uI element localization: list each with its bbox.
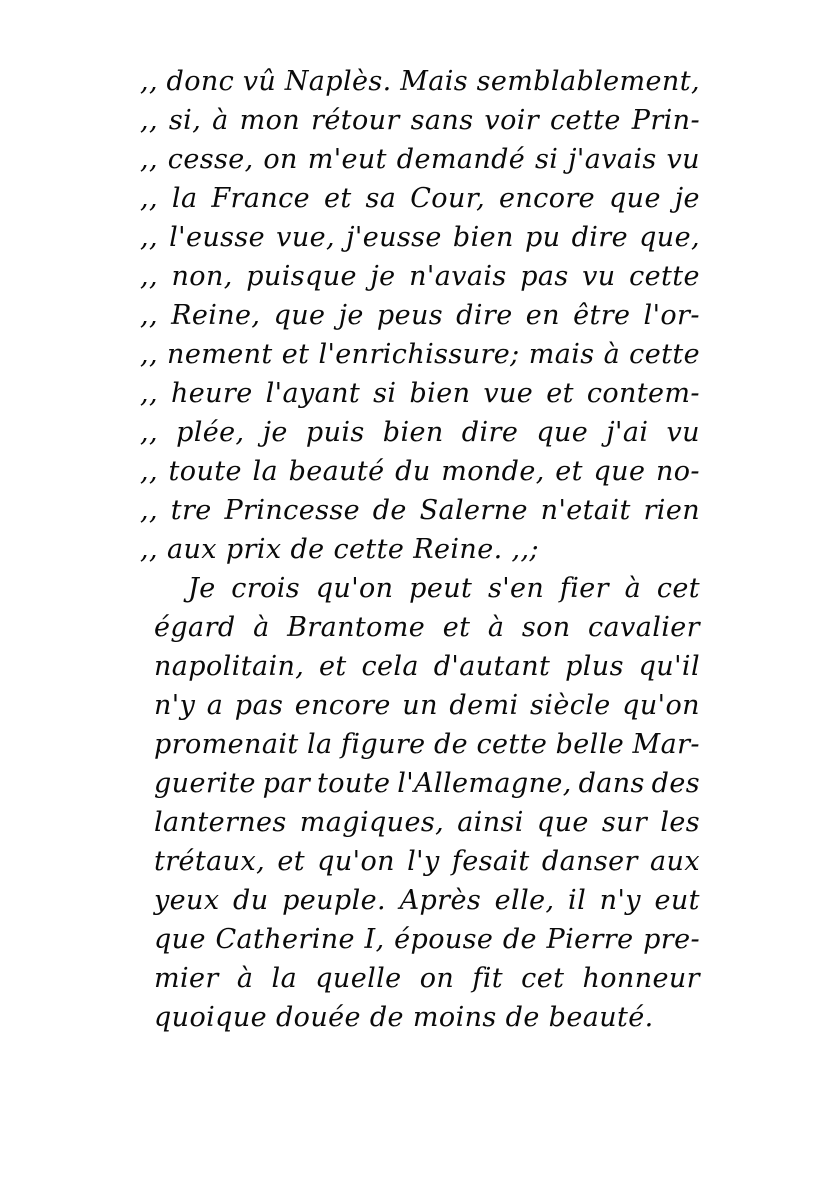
word: magiques, bbox=[299, 807, 445, 838]
word: m'eut bbox=[307, 144, 387, 175]
word: et bbox=[281, 339, 310, 370]
word: si, bbox=[168, 105, 202, 136]
word: et bbox=[277, 846, 305, 877]
text-line bbox=[140, 569, 700, 608]
word: ,, bbox=[140, 105, 158, 136]
text-line bbox=[140, 803, 700, 842]
word: puisque bbox=[246, 261, 357, 292]
word: napolitain, bbox=[154, 651, 305, 682]
word: cet bbox=[521, 963, 565, 994]
word: de bbox=[372, 495, 407, 526]
word: voir bbox=[484, 105, 540, 136]
word: du bbox=[395, 456, 431, 487]
word: plée, bbox=[176, 417, 245, 448]
text-line: ,, aux prix de cette Reine. ,,; bbox=[140, 534, 540, 565]
word: fesait bbox=[451, 846, 530, 877]
page-text bbox=[140, 62, 700, 1037]
word: vu bbox=[666, 417, 700, 448]
word: à bbox=[624, 573, 642, 604]
word: et bbox=[442, 612, 471, 643]
word: que bbox=[273, 300, 326, 331]
word: que bbox=[536, 807, 589, 838]
word: bien bbox=[409, 378, 471, 409]
paragraph-1 bbox=[140, 62, 700, 569]
word: no- bbox=[655, 456, 700, 487]
word: honneur bbox=[582, 963, 700, 994]
word: yeux bbox=[154, 885, 220, 916]
word: Cour, bbox=[410, 183, 486, 214]
word: bien bbox=[452, 222, 514, 253]
word: Naplès. bbox=[284, 66, 392, 97]
text-line bbox=[140, 881, 700, 920]
word: toute bbox=[168, 456, 242, 487]
word: encore bbox=[294, 690, 391, 721]
word: l'y bbox=[407, 846, 440, 877]
word: à bbox=[487, 612, 505, 643]
word: ainsi bbox=[457, 807, 524, 838]
word: Brantome bbox=[287, 612, 426, 643]
word: être bbox=[573, 300, 631, 331]
word: j'eusse bbox=[346, 222, 442, 253]
word: lanternes bbox=[154, 807, 287, 838]
text-line bbox=[140, 725, 700, 764]
word: à bbox=[236, 963, 254, 994]
word: semblablement, bbox=[476, 66, 700, 97]
word: sur bbox=[601, 807, 648, 838]
word: je bbox=[262, 417, 288, 448]
word: crois bbox=[231, 573, 301, 604]
word: pas bbox=[520, 261, 569, 292]
word: d'autant bbox=[433, 651, 551, 682]
word: France bbox=[211, 183, 311, 214]
word: ,, bbox=[140, 456, 158, 487]
word: Après bbox=[399, 885, 482, 916]
word: et bbox=[319, 651, 347, 682]
word: si bbox=[373, 378, 397, 409]
word: l'ayant bbox=[265, 378, 361, 409]
word: que, bbox=[639, 222, 700, 253]
word: Pierre bbox=[546, 924, 634, 955]
word: que bbox=[608, 183, 661, 214]
word: sa bbox=[365, 183, 397, 214]
word: peuple. bbox=[282, 885, 386, 916]
word: du bbox=[233, 885, 269, 916]
text-line bbox=[140, 140, 700, 179]
text-line bbox=[140, 764, 700, 803]
word: j'ai bbox=[606, 417, 649, 448]
word: beauté bbox=[288, 456, 385, 487]
word: eut bbox=[654, 885, 700, 916]
text-line bbox=[140, 62, 700, 101]
word: monde, bbox=[441, 456, 545, 487]
text-line bbox=[140, 296, 700, 335]
word: et bbox=[555, 456, 583, 487]
word: ,, bbox=[140, 339, 158, 370]
word: si bbox=[535, 144, 559, 175]
text-line bbox=[140, 335, 700, 374]
word: et bbox=[323, 183, 352, 214]
word: I, bbox=[364, 924, 385, 955]
text-line bbox=[140, 686, 700, 725]
word: pu bbox=[524, 222, 561, 253]
word: dire bbox=[456, 300, 513, 331]
word: aux bbox=[650, 846, 700, 877]
word: que bbox=[593, 456, 646, 487]
word: cavalier bbox=[588, 612, 700, 643]
word: vu bbox=[666, 144, 700, 175]
word: on bbox=[419, 963, 455, 994]
text-line bbox=[140, 452, 700, 491]
text-line bbox=[140, 647, 700, 686]
word: je bbox=[674, 183, 700, 214]
word: plus bbox=[565, 651, 624, 682]
word: cela bbox=[361, 651, 419, 682]
word: Mar- bbox=[632, 729, 700, 760]
word: Je bbox=[188, 573, 216, 604]
word: cette bbox=[629, 261, 700, 292]
word: l'enrichissure; bbox=[318, 339, 520, 370]
word: en bbox=[525, 300, 560, 331]
word: fier bbox=[559, 573, 609, 604]
word: la bbox=[307, 729, 333, 760]
word: ,, bbox=[140, 378, 158, 409]
word: vue, bbox=[276, 222, 335, 253]
word: ,, bbox=[140, 417, 158, 448]
text-line bbox=[140, 959, 700, 998]
word: fit bbox=[472, 963, 504, 994]
text-line bbox=[140, 218, 700, 257]
text-line: quoique douée de moins de beauté. bbox=[154, 1002, 654, 1033]
word: heure bbox=[170, 378, 253, 409]
word: épouse bbox=[394, 924, 494, 955]
text-line bbox=[140, 842, 700, 881]
word: n'y bbox=[599, 885, 641, 916]
word: vu bbox=[582, 261, 616, 292]
word: n'y bbox=[154, 690, 196, 721]
word: des bbox=[651, 768, 700, 799]
word: s'en bbox=[487, 573, 545, 604]
word: cet bbox=[656, 573, 700, 604]
word: dire bbox=[571, 222, 628, 253]
word: ,, bbox=[140, 300, 158, 331]
word: l'eusse bbox=[169, 222, 266, 253]
word: toute bbox=[317, 768, 391, 799]
word: figure bbox=[340, 729, 426, 760]
word: ,, bbox=[140, 183, 158, 214]
word: qu'on bbox=[315, 573, 394, 604]
word: promenait bbox=[154, 729, 299, 760]
word: peut bbox=[409, 573, 473, 604]
word: Mais bbox=[400, 66, 469, 97]
word: je bbox=[338, 300, 364, 331]
word: son bbox=[521, 612, 571, 643]
word: qu'il bbox=[638, 651, 700, 682]
word: nement bbox=[167, 339, 273, 370]
word: cette bbox=[550, 105, 621, 136]
word: à bbox=[253, 612, 270, 643]
word: j'avais bbox=[568, 144, 657, 175]
word: sans bbox=[410, 105, 474, 136]
word: donc bbox=[166, 66, 235, 97]
word: non, bbox=[171, 261, 233, 292]
word: pas bbox=[234, 690, 284, 721]
word: par bbox=[262, 768, 311, 799]
word: ,, bbox=[140, 261, 158, 292]
word: peus bbox=[376, 300, 444, 331]
word: danser bbox=[541, 846, 638, 877]
word: mon bbox=[239, 105, 301, 136]
word: la bbox=[271, 963, 298, 994]
word: rétour bbox=[311, 105, 400, 136]
word: dans bbox=[578, 768, 645, 799]
word: siècle bbox=[530, 690, 611, 721]
word: ,, bbox=[140, 66, 158, 97]
text-line bbox=[140, 257, 700, 296]
word: contem- bbox=[586, 378, 700, 409]
word: il bbox=[568, 885, 587, 916]
word: n'etait bbox=[540, 495, 631, 526]
word: qu'on bbox=[622, 690, 700, 721]
word: rien bbox=[643, 495, 700, 526]
word: mais bbox=[528, 339, 595, 370]
text-line bbox=[140, 101, 700, 140]
word: mier bbox=[154, 963, 219, 994]
word: les bbox=[660, 807, 700, 838]
word: tre bbox=[170, 495, 212, 526]
word: quelle bbox=[315, 963, 402, 994]
word: belle bbox=[555, 729, 625, 760]
word: Catherine bbox=[215, 924, 355, 955]
word: qu'on bbox=[317, 846, 395, 877]
word: ,, bbox=[140, 222, 158, 253]
word: demi bbox=[449, 690, 519, 721]
word: trétaux, bbox=[154, 846, 266, 877]
text-line bbox=[140, 179, 700, 218]
word: je bbox=[370, 261, 396, 292]
word: a bbox=[206, 690, 224, 721]
word: la bbox=[252, 456, 278, 487]
paragraph-2 bbox=[140, 569, 700, 1037]
word: cette bbox=[629, 339, 700, 370]
word: pre- bbox=[643, 924, 700, 955]
word: Prin- bbox=[631, 105, 700, 136]
word: n'avais bbox=[409, 261, 507, 292]
word: guerite bbox=[154, 768, 256, 799]
text-line bbox=[140, 608, 700, 647]
word: elle, bbox=[494, 885, 555, 916]
text-line bbox=[140, 491, 700, 530]
word: à bbox=[603, 339, 621, 370]
word: et bbox=[546, 378, 574, 409]
word: vue bbox=[483, 378, 534, 409]
word: Reine, bbox=[171, 300, 261, 331]
word: la bbox=[171, 183, 198, 214]
word: bien bbox=[382, 417, 444, 448]
word: que bbox=[536, 417, 589, 448]
word: que bbox=[154, 924, 206, 955]
word: de bbox=[502, 924, 537, 955]
word: ,, bbox=[140, 495, 158, 526]
word: à bbox=[212, 105, 229, 136]
word: ,, bbox=[140, 144, 158, 175]
text-line bbox=[140, 920, 700, 959]
word: demandé bbox=[396, 144, 526, 175]
word: puis bbox=[305, 417, 365, 448]
word: Princesse bbox=[224, 495, 360, 526]
word: de bbox=[433, 729, 469, 760]
word: dire bbox=[461, 417, 519, 448]
word: encore bbox=[499, 183, 596, 214]
word: on bbox=[263, 144, 298, 175]
word: égard bbox=[154, 612, 236, 643]
word: cesse, bbox=[167, 144, 254, 175]
text-line bbox=[140, 374, 700, 413]
word: l'or- bbox=[643, 300, 700, 331]
word: vû bbox=[242, 66, 277, 97]
word: un bbox=[402, 690, 438, 721]
word: l'Allemagne, bbox=[397, 768, 572, 799]
word: cette bbox=[476, 729, 548, 760]
word: Salerne bbox=[419, 495, 528, 526]
text-line bbox=[140, 413, 700, 452]
